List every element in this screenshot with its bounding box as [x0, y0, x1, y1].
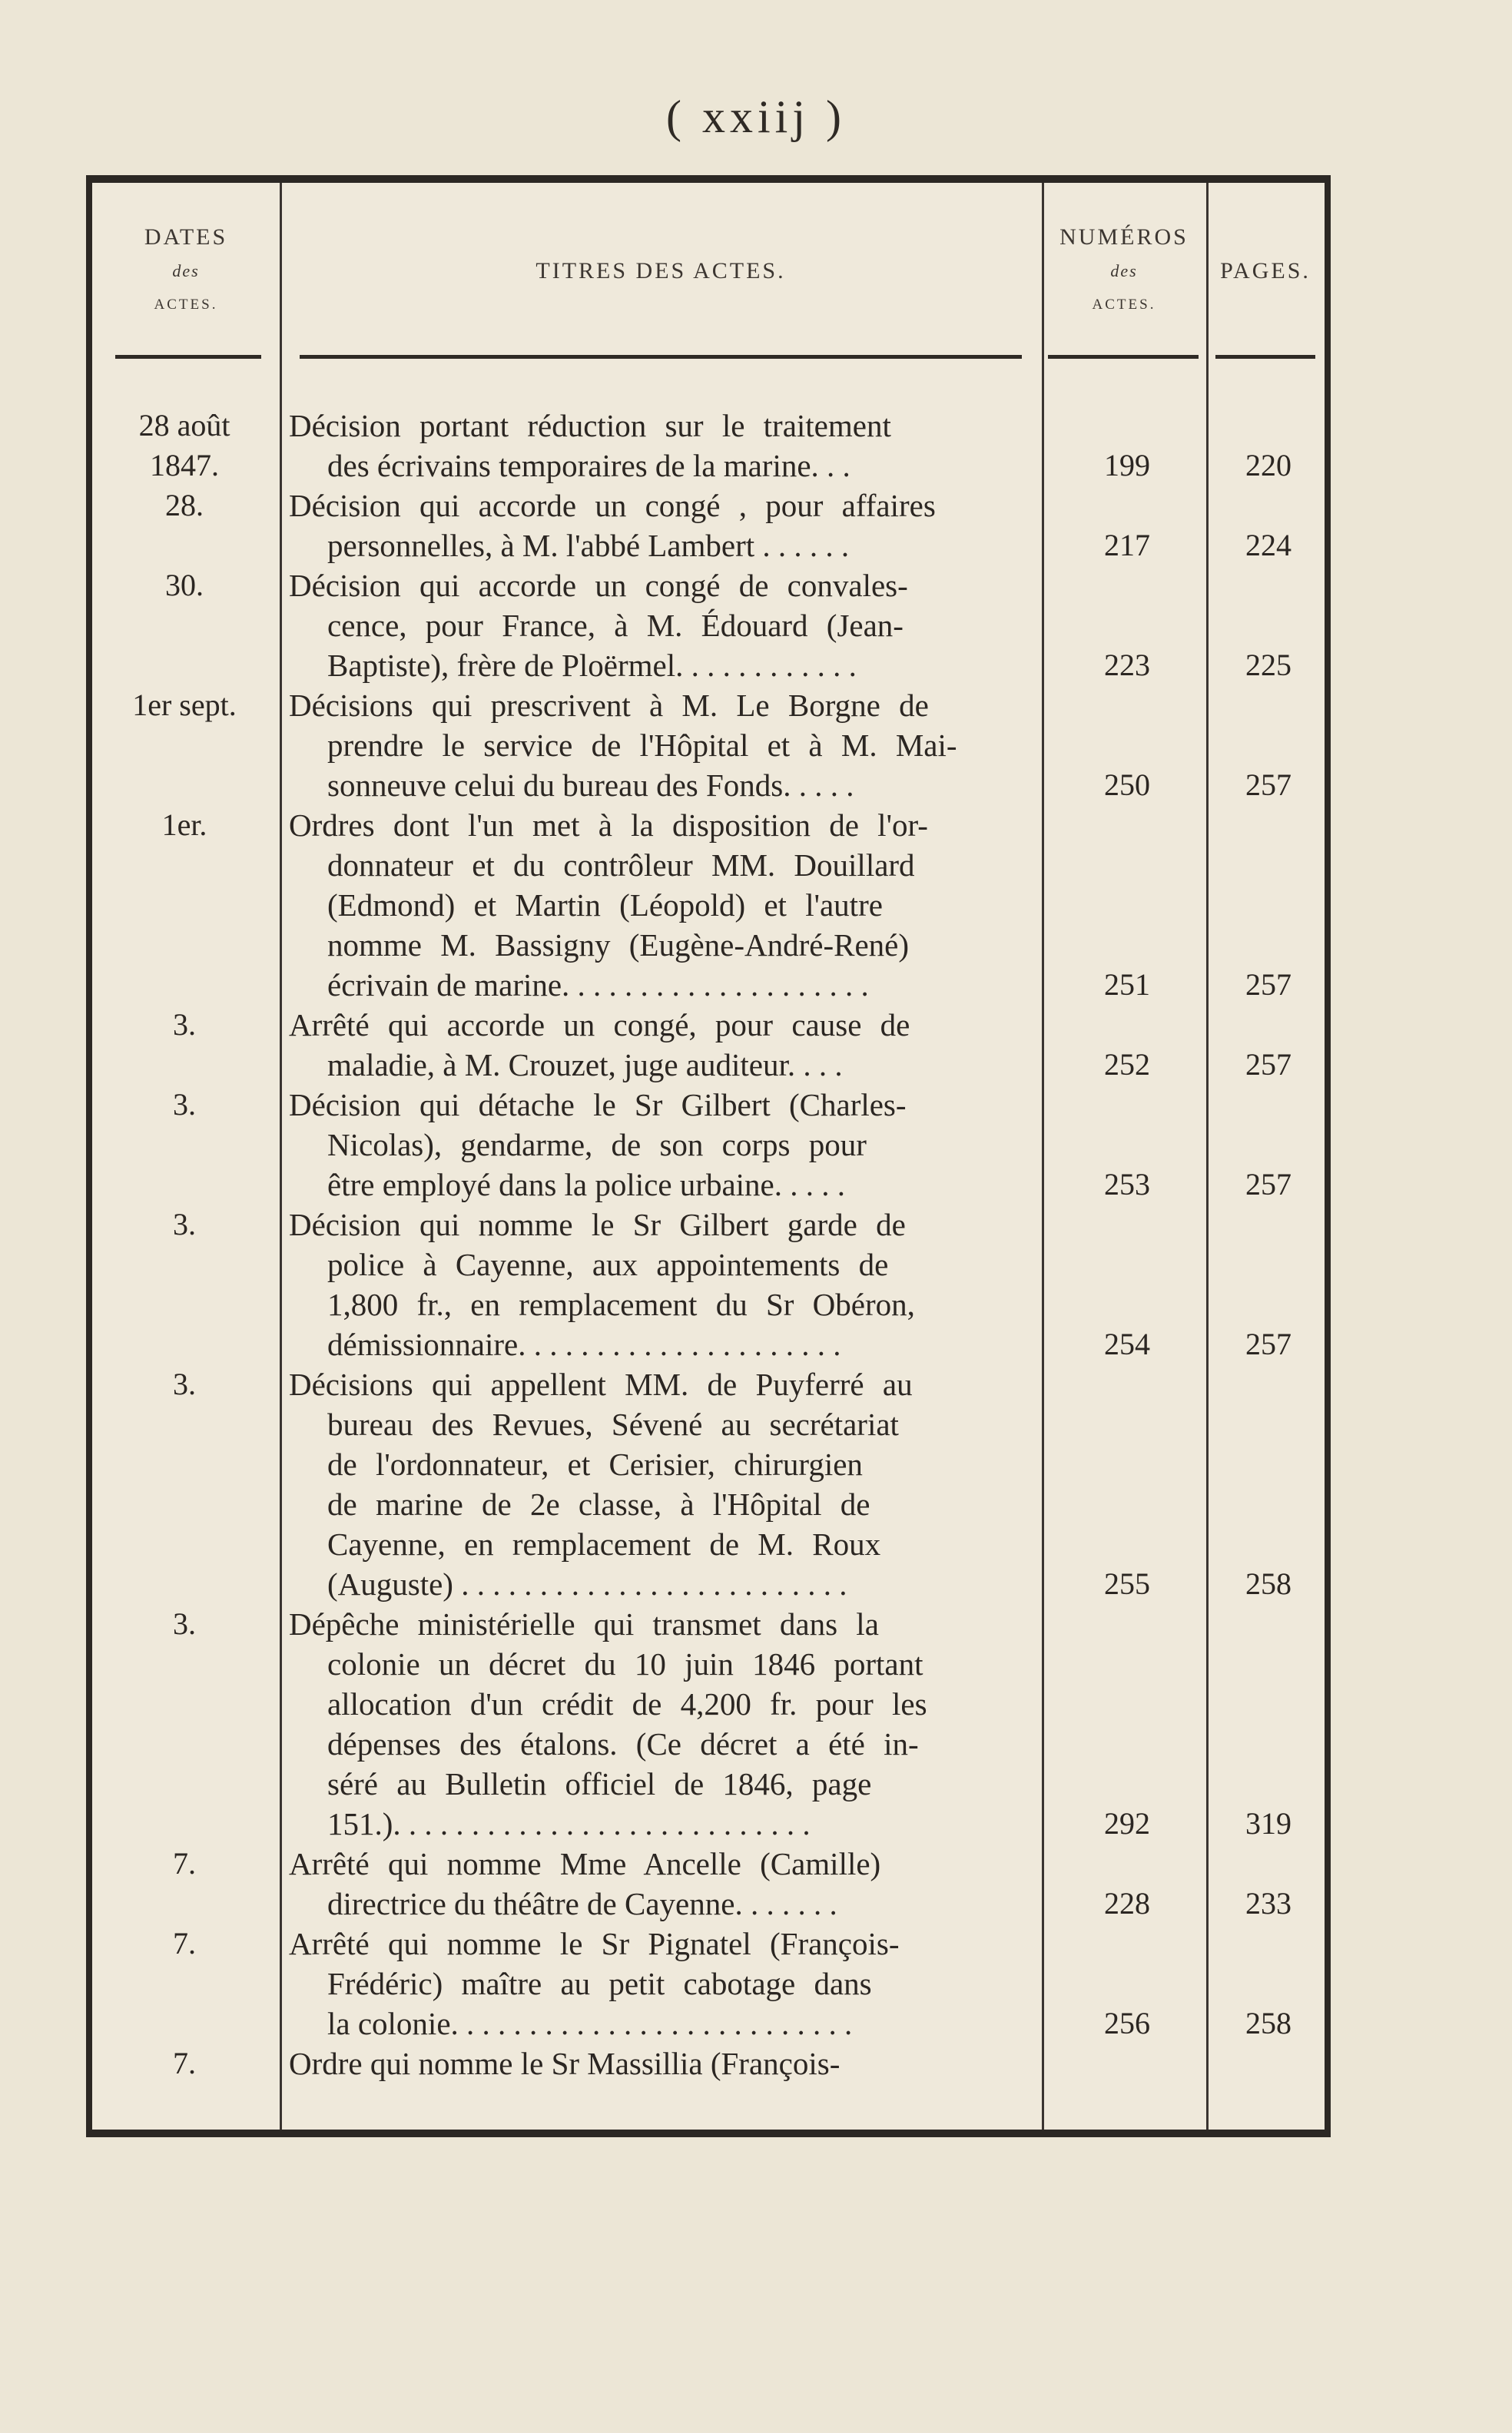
act-title-line: Décision qui nomme le Sr Gilbert garde de [289, 1207, 906, 1242]
act-date [92, 406, 277, 486]
act-title [289, 1085, 1031, 1205]
act-page: 258 [1245, 2006, 1292, 2040]
act-number: 251 [1104, 967, 1150, 1002]
act-date [92, 486, 277, 525]
act-title-line: Décision portant réduction sur le traitement [289, 408, 891, 443]
act-date-line: 3. [173, 1606, 196, 1641]
table-row [92, 565, 1325, 685]
act-title-line: 151.). . . . . . . . . . . . . . . . . . . . . . . . . . . [327, 1806, 811, 1841]
act-title [289, 805, 1031, 1005]
table-row [92, 1364, 1325, 1604]
act-title [289, 1205, 1031, 1364]
table-row [92, 1085, 1325, 1205]
table-row [92, 1604, 1325, 1844]
act-title-line: Décisions qui prescrivent à M. Le Borgne de [289, 688, 929, 723]
act-number [1046, 2044, 1208, 2083]
act-title-line: Décisions qui appellent MM. de Puyferré au [289, 1367, 913, 1402]
header-numeros: NUMÉROS des ACTES. [1059, 224, 1189, 313]
act-title-line: des écrivains temporaires de la marine. . . [327, 448, 850, 483]
act-number: 217 [1104, 528, 1150, 562]
act-title-line: maladie, à M. Crouzet, juge auditeur. . . . [327, 1047, 843, 1082]
act-title-line: (Edmond) et Martin (Léopold) et l'autre [327, 887, 883, 923]
act-number: 228 [1104, 1886, 1150, 1921]
act-title-line: Décision qui accorde un congé de convales- [289, 568, 908, 603]
act-page: 257 [1245, 967, 1292, 1002]
act-title-line: Cayenne, en remplacement de M. Roux [327, 1526, 881, 1562]
table-row [92, 1924, 1325, 2044]
act-date [92, 805, 277, 845]
act-title-line: Arrêté qui accorde un congé, pour cause de [289, 1007, 910, 1042]
act-date-line: 3. [173, 1007, 196, 1042]
act-date [92, 2044, 277, 2083]
act-title-line: dépenses des étalons. (Ce décret a été in- [327, 1726, 919, 1762]
act-title-line: prendre le service de l'Hôpital et à M. Mai- [327, 728, 957, 763]
acts-table [86, 175, 1331, 2137]
act-title-line: (Auguste) . . . . . . . . . . . . . . . . . . . . . . . . . [327, 1566, 847, 1602]
act-title-line: bureau des Revues, Sévené au secrétariat [327, 1407, 899, 1442]
act-title [289, 565, 1031, 685]
act-title [289, 406, 1031, 486]
act-page: 224 [1245, 528, 1292, 562]
header-pages: PAGES. [1220, 258, 1311, 283]
act-date-line: 7. [173, 1846, 196, 1881]
act-number: 223 [1104, 648, 1150, 682]
act-date-line: 1er sept. [132, 688, 237, 722]
act-date [92, 565, 277, 605]
act-number: 199 [1104, 448, 1150, 482]
table-row [92, 2044, 1325, 2083]
act-date-line: 28 août [138, 408, 230, 443]
act-date [92, 1924, 277, 1964]
act-title-line: directrice du théâtre de Cayenne. . . . . . . [327, 1886, 837, 1921]
act-date [92, 1005, 277, 1045]
act-title [289, 685, 1031, 805]
act-title-line: démissionnaire. . . . . . . . . . . . . . . . . . . . . [327, 1327, 841, 1362]
header-titres: TITRES DES ACTES. [536, 258, 786, 283]
act-title-line: nomme M. Bassigny (Eugène-André-René) [327, 927, 910, 963]
act-number: 253 [1104, 1167, 1150, 1202]
act-title [289, 2044, 1031, 2083]
act-date-line: 1847. [150, 448, 219, 482]
act-title-line: Baptiste), frère de Ploërmel. . . . . . . . . . . . [327, 648, 857, 683]
act-page: 257 [1245, 767, 1292, 802]
table-row [92, 1005, 1325, 1085]
act-title-line: sonneuve celui du bureau des Fonds. . . . . [327, 767, 854, 803]
act-title-line: la colonie. . . . . . . . . . . . . . . . . . . . . . . . . . [327, 2006, 853, 2041]
act-date [92, 685, 277, 725]
header-rule [1215, 355, 1315, 359]
act-page: 257 [1245, 1167, 1292, 1202]
act-title-line: cence, pour France, à M. Édouard (Jean- [327, 608, 904, 643]
act-title-line: de marine de 2e classe, à l'Hôpital de [327, 1487, 870, 1522]
table-row [92, 805, 1325, 1005]
act-date-line: 28. [165, 488, 204, 522]
act-title-line: colonie un décret du 10 juin 1846 portant [327, 1646, 923, 1682]
act-page [1211, 2044, 1326, 2083]
act-title-line: Ordres dont l'un met à la disposition de l'or- [289, 807, 928, 843]
act-date [92, 1364, 277, 1404]
table-row [92, 486, 1325, 565]
act-title-line: Décision qui détache le Sr Gilbert (Charles- [289, 1087, 907, 1122]
table-rows [92, 406, 1325, 2083]
header-rule [300, 355, 1022, 359]
table-row [92, 1205, 1325, 1364]
table-row [92, 1844, 1325, 1924]
act-number: 254 [1104, 1327, 1150, 1361]
act-title-line: séré au Bulletin officiel de 1846, page [327, 1766, 872, 1802]
header-dates: DATES des ACTES. [144, 224, 228, 313]
act-number: 250 [1104, 767, 1150, 802]
act-title-line: personnelles, à M. l'abbé Lambert . . . . . . [327, 528, 850, 563]
act-title-line: Dépêche ministérielle qui transmet dans la [289, 1606, 879, 1642]
act-title-line: écrivain de marine. . . . . . . . . . . . . . . . . . . . [327, 967, 869, 1003]
act-title [289, 1844, 1031, 1924]
act-date [92, 1844, 277, 1884]
act-title-line: Nicolas), gendarme, de son corps pour [327, 1127, 867, 1162]
act-title [289, 486, 1031, 565]
act-date-line: 1er. [161, 807, 207, 842]
act-title-line: Arrêté qui nomme Mme Ancelle (Camille) [289, 1846, 881, 1881]
act-title-line: allocation d'un crédit de 4,200 fr. pour les [327, 1686, 927, 1722]
act-number: 255 [1104, 1566, 1150, 1601]
act-title-line: police à Cayenne, aux appointements de [327, 1247, 889, 1282]
act-date-line: 3. [173, 1207, 196, 1241]
act-title-line: Arrêté qui nomme le Sr Pignatel (François- [289, 1926, 900, 1961]
act-page: 220 [1245, 448, 1292, 482]
header-rule [115, 355, 261, 359]
act-title [289, 1924, 1031, 2044]
act-page: 257 [1245, 1047, 1292, 1082]
table-row [92, 685, 1325, 805]
act-date [92, 1604, 277, 1644]
act-date [92, 1085, 277, 1125]
act-title-line: Décision qui accorde un congé , pour affaires [289, 488, 936, 523]
act-date-line: 7. [173, 2046, 196, 2080]
page-number: ( xxiij ) [666, 91, 846, 142]
act-number: 252 [1104, 1047, 1150, 1082]
act-title-line: de l'ordonnateur, et Cerisier, chirurgien [327, 1447, 863, 1482]
act-date [92, 1205, 277, 1245]
act-page: 258 [1245, 1566, 1292, 1601]
act-title-line: Ordre qui nomme le Sr Massillia (François- [289, 2046, 841, 2081]
act-page: 233 [1245, 1886, 1292, 1921]
act-title [289, 1364, 1031, 1604]
act-page: 319 [1245, 1806, 1292, 1841]
act-date-line: 3. [173, 1367, 196, 1401]
act-title-line: 1,800 fr., en remplacement du Sr Obéron, [327, 1287, 915, 1322]
act-number: 256 [1104, 2006, 1150, 2040]
act-date-line: 7. [173, 1926, 196, 1961]
table-row [92, 406, 1325, 486]
act-date-line: 30. [165, 568, 204, 602]
act-title-line: donnateur et du contrôleur MM. Douillard [327, 847, 915, 883]
act-number: 292 [1104, 1806, 1150, 1841]
act-page: 257 [1245, 1327, 1292, 1361]
act-title-line: être employé dans la police urbaine. . . . . [327, 1167, 845, 1202]
act-title-line: Frédéric) maître au petit cabotage dans [327, 1966, 872, 2001]
act-date-line: 3. [173, 1087, 196, 1122]
act-title [289, 1604, 1031, 1844]
header-rule [1048, 355, 1199, 359]
act-title [289, 1005, 1031, 1085]
act-page: 225 [1245, 648, 1292, 682]
